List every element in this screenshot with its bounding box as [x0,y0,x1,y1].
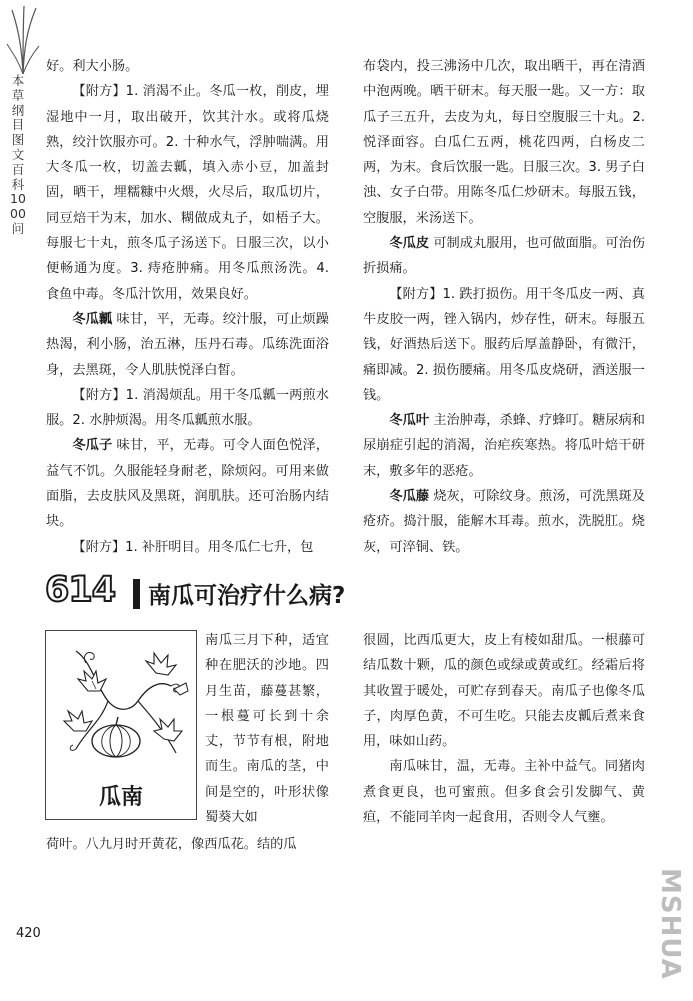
pumpkin-illustration [45,630,197,820]
paragraph-recipes: 【附方】1. 消渴不止。冬瓜一枚，削皮，埋湿地中一月，取出破开，饮其汁水。或将瓜烧熟，绞汁饮服亦可。2. 十种水气，浮肿喘满。用大冬瓜一枚，切盖去瓤，填入赤小豆，加盖封固，晒干，埋糯糠中火煨，火尽后，取瓜切片，同豆焙干为末，加水、糊做成丸子，如梧子大。每服七十丸，煎冬瓜子汤送下。日服三次，以小便畅通为度。3. 痔疮肿痛。用冬瓜煎汤洗。4. 食鱼中毒。冬瓜汁饮用，效果良好。 [46,84,329,302]
watermark: MSHUA [655,868,685,980]
paragraph: 荷叶。八九月时开黄花，像西瓜花。结的瓜 [46,837,297,852]
paragraph-dongguateng: 冬瓜藤 烧灰，可除纹身。煎汤，可洗黑斑及疮疥。捣汁服，能解木耳毒。煎水，洗脱肛。烧灰，可淬铜、铁。 [363,489,645,555]
page-number: 420 [16,926,41,941]
paragraph: 布袋内，投三沸汤中几次，取出晒干，再在清酒中泡两晚。晒干研末。每天服一匙。又一方：取瓜子三五升，去皮为丸，每日空腹服三十丸。2. 悦泽面容。白瓜仁五两，桃花四两，白杨皮二两，为末。食后饮服一匙。日服三次。3. 男子白浊、女子白带。用陈冬瓜仁炒研末。每服五钱，空腹服，米汤送下。 [363,59,645,226]
term-heading: 冬瓜瓤 [72,311,113,327]
text-column-lower-right [363,628,645,830]
grass-decoration-icon [6,4,40,74]
heading-divider [133,579,140,609]
text-beside-illustration [205,628,329,830]
illustration-caption: 瓜南 [98,784,143,810]
paragraph-dongguaye: 冬瓜叶 主治肿毒，杀蜂、疗蜂叮。糖尿病和尿崩症引起的消渴，治疟疾寒热。将瓜叶焙干研末，敷多年的恶疮。 [363,413,645,479]
book-title-vertical: 本草纲目图文百科1000问 [10,73,26,236]
paragraph-dongguarang: 冬瓜瓤 味甘，平，无毒。绞汁服，可止烦躁热渴，利小肠，治五淋，压丹石毒。瓜练洗面浴身，去黑斑，令人肌肤悦泽白皙。 [46,311,329,378]
term-heading: 冬瓜子 [72,438,113,454]
paragraph-recipes: 【附方】1. 消渴烦乱。用干冬瓜瓤一两煎水服。2. 水肿烦渴。用冬瓜瓤煎水服。 [46,387,329,429]
paragraph: 很圆，比西瓜更大，皮上有棱如甜瓜。一根藤可结瓜数十颗，瓜的颜色或绿或黄或红。经霜后将其收置于暖处，可贮存到春天。南瓜子也像冬瓜子，肉厚色黄，不可生吃。只能去皮瓤后煮来食用，味如山药。 [363,633,645,750]
text-column-left [46,54,329,560]
section-title: 南瓜可治疗什么病? [148,583,346,609]
paragraph-recipes: 【附方】1. 补肝明目。用冬瓜仁七升，包 [72,539,314,555]
paragraph-dongguazi: 冬瓜子 味甘，平，无毒。可令人面色悦泽，益气不饥。久服能轻身耐老，除烦闷。可用来做面脂，去皮肤风及黑斑，润肌肤。还可治肠内结块。 [46,438,329,530]
text-column-right [363,54,645,560]
paragraph: 好。利大小肠。 [46,59,139,74]
paragraph: 南瓜味甘，温，无毒。主补中益气。同猪肉煮食更良，也可蜜煎。但多食会引发脚气、黄疸，不能同羊肉一起食用，否则令人气壅。 [363,759,645,826]
paragraph-dongguapi: 冬瓜皮 可制成丸服用，也可做面脂。可治伤折损痛。 [363,236,645,277]
term-heading: 冬瓜皮 [389,236,430,252]
text-below-illustration [46,832,329,857]
pumpkin-vine-icon [46,631,196,781]
paragraph: 南瓜三月下种，适宜种在肥沃的沙地。四月生苗，藤蔓甚繁，一根蔓可长到十余丈，节节有根，附地而生。南瓜的茎，中间是空的，叶形状像蜀葵大如 [205,633,329,826]
term-heading: 冬瓜藤 [389,489,430,505]
section-number: 614 [45,570,116,610]
paragraph-recipes: 【附方】1. 跌打损伤。用干冬瓜皮一两、真牛皮胶一两，锉入锅内，炒存性，研末。每服五钱，好酒热后送下。服药后厚盖静卧，有微汗，痛即减。2. 损伤腰痛。用冬瓜皮烧研，酒送服一钱。 [363,286,645,403]
term-heading: 冬瓜叶 [389,413,430,429]
